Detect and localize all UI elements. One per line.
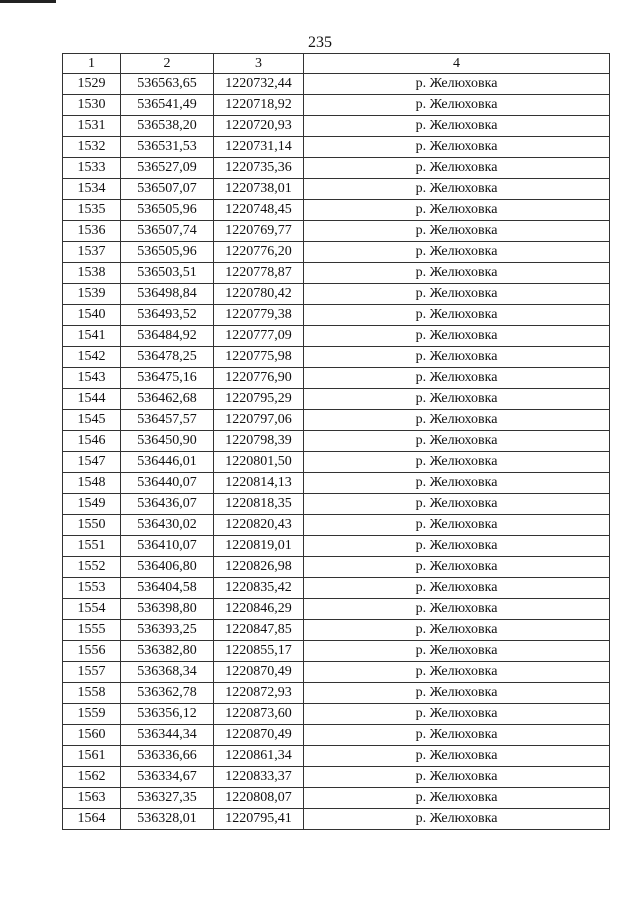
x-coordinate-cell: 536356,12 [121, 704, 214, 725]
table-row [63, 137, 610, 158]
x-coordinate-cell: 536327,35 [121, 788, 214, 809]
description-cell: р. Желюховка [304, 746, 610, 767]
point-number-cell: 1543 [63, 368, 121, 389]
x-coordinate-cell: 536334,67 [121, 767, 214, 788]
table-row [63, 725, 610, 746]
description-cell: р. Желюховка [304, 326, 610, 347]
x-coordinate-cell: 536505,96 [121, 200, 214, 221]
point-number-cell: 1564 [63, 809, 121, 830]
point-number-cell: 1546 [63, 431, 121, 452]
y-coordinate-cell: 1220847,85 [214, 620, 304, 641]
point-number-cell: 1530 [63, 95, 121, 116]
y-coordinate-cell: 1220818,35 [214, 494, 304, 515]
y-coordinate-cell: 1220776,90 [214, 368, 304, 389]
x-coordinate-cell: 536505,96 [121, 242, 214, 263]
x-coordinate-cell: 536531,53 [121, 137, 214, 158]
table-row [63, 95, 610, 116]
table-row [63, 158, 610, 179]
point-number-cell: 1558 [63, 683, 121, 704]
table-row [63, 326, 610, 347]
point-number-cell: 1562 [63, 767, 121, 788]
x-coordinate-cell: 536410,07 [121, 536, 214, 557]
x-coordinate-cell: 536382,80 [121, 641, 214, 662]
point-number-cell: 1551 [63, 536, 121, 557]
description-cell: р. Желюховка [304, 599, 610, 620]
table-row [63, 305, 610, 326]
y-coordinate-cell: 1220820,43 [214, 515, 304, 536]
table-body [63, 74, 610, 830]
table-row [63, 410, 610, 431]
y-coordinate-cell: 1220797,06 [214, 410, 304, 431]
point-number-cell: 1542 [63, 347, 121, 368]
coordinates-table [62, 53, 610, 830]
table-row [63, 452, 610, 473]
table-row [63, 767, 610, 788]
x-coordinate-cell: 536362,78 [121, 683, 214, 704]
table-row [63, 347, 610, 368]
table-row [63, 116, 610, 137]
description-cell: р. Желюховка [304, 284, 610, 305]
point-number-cell: 1556 [63, 641, 121, 662]
table-row [63, 809, 610, 830]
point-number-cell: 1554 [63, 599, 121, 620]
table-row [63, 221, 610, 242]
y-coordinate-cell: 1220735,36 [214, 158, 304, 179]
description-cell: р. Желюховка [304, 620, 610, 641]
y-coordinate-cell: 1220779,38 [214, 305, 304, 326]
page-number: 235 [308, 34, 332, 51]
y-coordinate-cell: 1220738,01 [214, 179, 304, 200]
y-coordinate-cell: 1220795,29 [214, 389, 304, 410]
x-coordinate-cell: 536498,84 [121, 284, 214, 305]
point-number-cell: 1532 [63, 137, 121, 158]
y-coordinate-cell: 1220775,98 [214, 347, 304, 368]
table-row [63, 473, 610, 494]
x-coordinate-cell: 536368,34 [121, 662, 214, 683]
point-number-cell: 1539 [63, 284, 121, 305]
table-row [63, 431, 610, 452]
y-coordinate-cell: 1220814,13 [214, 473, 304, 494]
x-coordinate-cell: 536404,58 [121, 578, 214, 599]
point-number-cell: 1536 [63, 221, 121, 242]
y-coordinate-cell: 1220826,98 [214, 557, 304, 578]
description-cell: р. Желюховка [304, 767, 610, 788]
x-coordinate-cell: 536462,68 [121, 389, 214, 410]
y-coordinate-cell: 1220870,49 [214, 725, 304, 746]
point-number-cell: 1535 [63, 200, 121, 221]
table-row [63, 620, 610, 641]
description-cell: р. Желюховка [304, 347, 610, 368]
column-header-number: 1 [63, 54, 121, 74]
description-cell: р. Желюховка [304, 305, 610, 326]
point-number-cell: 1555 [63, 620, 121, 641]
point-number-cell: 1559 [63, 704, 121, 725]
table-row [63, 494, 610, 515]
description-cell: р. Желюховка [304, 158, 610, 179]
description-cell: р. Желюховка [304, 116, 610, 137]
y-coordinate-cell: 1220748,45 [214, 200, 304, 221]
point-number-cell: 1550 [63, 515, 121, 536]
description-cell: р. Желюховка [304, 410, 610, 431]
y-coordinate-cell: 1220808,07 [214, 788, 304, 809]
y-coordinate-cell: 1220718,92 [214, 95, 304, 116]
x-coordinate-cell: 536398,80 [121, 599, 214, 620]
x-coordinate-cell: 536336,66 [121, 746, 214, 767]
scan-edge-mark [0, 0, 56, 3]
description-cell: р. Желюховка [304, 662, 610, 683]
header-row [63, 54, 610, 74]
y-coordinate-cell: 1220778,87 [214, 263, 304, 284]
table-row [63, 536, 610, 557]
x-coordinate-cell: 536406,80 [121, 557, 214, 578]
table-row [63, 557, 610, 578]
point-number-cell: 1552 [63, 557, 121, 578]
x-coordinate-cell: 536393,25 [121, 620, 214, 641]
table-row [63, 788, 610, 809]
table-row [63, 746, 610, 767]
description-cell: р. Желюховка [304, 263, 610, 284]
x-coordinate-cell: 536446,01 [121, 452, 214, 473]
point-number-cell: 1549 [63, 494, 121, 515]
point-number-cell: 1531 [63, 116, 121, 137]
point-number-cell: 1533 [63, 158, 121, 179]
point-number-cell: 1547 [63, 452, 121, 473]
column-header-x: 2 [121, 54, 214, 74]
description-cell: р. Желюховка [304, 200, 610, 221]
y-coordinate-cell: 1220870,49 [214, 662, 304, 683]
point-number-cell: 1553 [63, 578, 121, 599]
description-cell: р. Желюховка [304, 515, 610, 536]
x-coordinate-cell: 536503,51 [121, 263, 214, 284]
point-number-cell: 1541 [63, 326, 121, 347]
table-row [63, 578, 610, 599]
table-row [63, 662, 610, 683]
y-coordinate-cell: 1220769,77 [214, 221, 304, 242]
x-coordinate-cell: 536475,16 [121, 368, 214, 389]
column-header-y: 3 [214, 54, 304, 74]
description-cell: р. Желюховка [304, 788, 610, 809]
y-coordinate-cell: 1220833,37 [214, 767, 304, 788]
point-number-cell: 1534 [63, 179, 121, 200]
y-coordinate-cell: 1220780,42 [214, 284, 304, 305]
x-coordinate-cell: 536436,07 [121, 494, 214, 515]
description-cell: р. Желюховка [304, 368, 610, 389]
description-cell: р. Желюховка [304, 536, 610, 557]
x-coordinate-cell: 536344,34 [121, 725, 214, 746]
x-coordinate-cell: 536328,01 [121, 809, 214, 830]
table-row [63, 704, 610, 725]
x-coordinate-cell: 536478,25 [121, 347, 214, 368]
y-coordinate-cell: 1220731,14 [214, 137, 304, 158]
y-coordinate-cell: 1220835,42 [214, 578, 304, 599]
description-cell: р. Желюховка [304, 389, 610, 410]
y-coordinate-cell: 1220855,17 [214, 641, 304, 662]
x-coordinate-cell: 536484,92 [121, 326, 214, 347]
description-cell: р. Желюховка [304, 431, 610, 452]
description-cell: р. Желюховка [304, 74, 610, 95]
point-number-cell: 1545 [63, 410, 121, 431]
description-cell: р. Желюховка [304, 452, 610, 473]
x-coordinate-cell: 536507,07 [121, 179, 214, 200]
point-number-cell: 1560 [63, 725, 121, 746]
y-coordinate-cell: 1220846,29 [214, 599, 304, 620]
description-cell: р. Желюховка [304, 641, 610, 662]
description-cell: р. Желюховка [304, 683, 610, 704]
column-header-description: 4 [304, 54, 610, 74]
x-coordinate-cell: 536507,74 [121, 221, 214, 242]
description-cell: р. Желюховка [304, 221, 610, 242]
y-coordinate-cell: 1220819,01 [214, 536, 304, 557]
y-coordinate-cell: 1220795,41 [214, 809, 304, 830]
description-cell: р. Желюховка [304, 725, 610, 746]
x-coordinate-cell: 536450,90 [121, 431, 214, 452]
table-row [63, 242, 610, 263]
point-number-cell: 1537 [63, 242, 121, 263]
x-coordinate-cell: 536538,20 [121, 116, 214, 137]
y-coordinate-cell: 1220777,09 [214, 326, 304, 347]
table-row [63, 389, 610, 410]
x-coordinate-cell: 536541,49 [121, 95, 214, 116]
table-row [63, 74, 610, 95]
description-cell: р. Желюховка [304, 494, 610, 515]
description-cell: р. Желюховка [304, 179, 610, 200]
x-coordinate-cell: 536493,52 [121, 305, 214, 326]
point-number-cell: 1561 [63, 746, 121, 767]
description-cell: р. Желюховка [304, 242, 610, 263]
point-number-cell: 1538 [63, 263, 121, 284]
y-coordinate-cell: 1220861,34 [214, 746, 304, 767]
description-cell: р. Желюховка [304, 473, 610, 494]
y-coordinate-cell: 1220798,39 [214, 431, 304, 452]
point-number-cell: 1529 [63, 74, 121, 95]
y-coordinate-cell: 1220872,93 [214, 683, 304, 704]
table-row [63, 179, 610, 200]
table-row [63, 368, 610, 389]
x-coordinate-cell: 536527,09 [121, 158, 214, 179]
point-number-cell: 1548 [63, 473, 121, 494]
x-coordinate-cell: 536430,02 [121, 515, 214, 536]
description-cell: р. Желюховка [304, 557, 610, 578]
table-row [63, 263, 610, 284]
y-coordinate-cell: 1220801,50 [214, 452, 304, 473]
description-cell: р. Желюховка [304, 95, 610, 116]
x-coordinate-cell: 536440,07 [121, 473, 214, 494]
description-cell: р. Желюховка [304, 578, 610, 599]
description-cell: р. Желюховка [304, 704, 610, 725]
point-number-cell: 1563 [63, 788, 121, 809]
table-row [63, 515, 610, 536]
point-number-cell: 1544 [63, 389, 121, 410]
table-row [63, 641, 610, 662]
table-row [63, 284, 610, 305]
y-coordinate-cell: 1220732,44 [214, 74, 304, 95]
x-coordinate-cell: 536563,65 [121, 74, 214, 95]
description-cell: р. Желюховка [304, 809, 610, 830]
y-coordinate-cell: 1220776,20 [214, 242, 304, 263]
table-header [63, 54, 610, 74]
x-coordinate-cell: 536457,57 [121, 410, 214, 431]
point-number-cell: 1540 [63, 305, 121, 326]
table-row [63, 200, 610, 221]
point-number-cell: 1557 [63, 662, 121, 683]
y-coordinate-cell: 1220873,60 [214, 704, 304, 725]
y-coordinate-cell: 1220720,93 [214, 116, 304, 137]
description-cell: р. Желюховка [304, 137, 610, 158]
table-row [63, 683, 610, 704]
table-row [63, 599, 610, 620]
